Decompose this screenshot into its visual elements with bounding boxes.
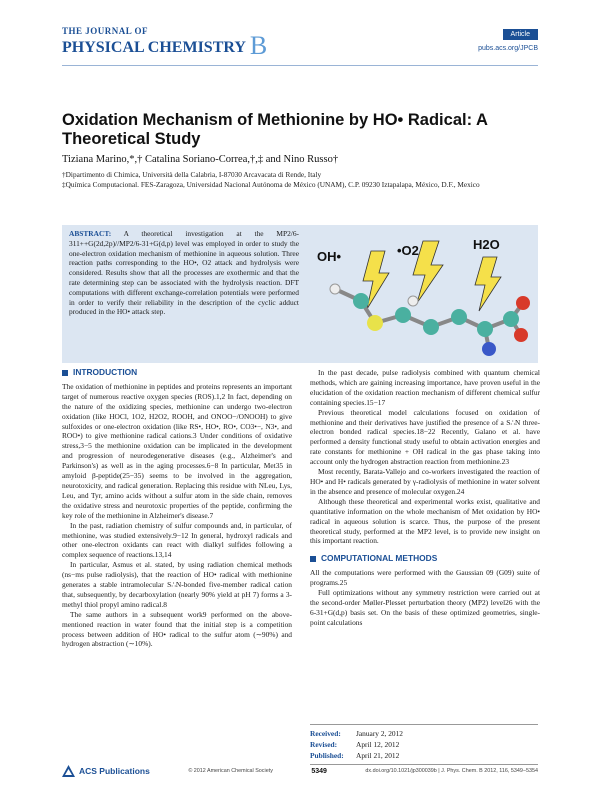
- affiliation-2: ‡Química Computacional. FES-Zaragoza, Universidad Nacional Autónoma de México (UNAM), C.P. 09230 Iztapalapa, México, D.F., Mexico: [62, 179, 480, 189]
- date-revised: Revised: April 12, 2012: [310, 740, 400, 749]
- journal-section-letter: B: [249, 31, 268, 60]
- toc-label-h2o: H2O: [473, 237, 500, 252]
- paragraph: In the past, radiation chemistry of sulfur compounds and, in particular, of methionine, was studied extensively.9−12 In general, hydroxyl radicals and other one-electron oxidants can react with dialkyl sulfides following a complex sequence of reactions.13,14: [62, 520, 292, 560]
- carbon-atom: [503, 311, 519, 327]
- publication-dates: [310, 724, 538, 765]
- abstract-label: ABSTRACT:: [69, 229, 112, 238]
- section-heading-text: COMPUTATIONAL METHODS: [321, 553, 438, 564]
- page-footer: [62, 765, 538, 777]
- section-heading-computational-methods: [310, 554, 540, 564]
- paragraph: In particular, Asmus et al. stated, by using radiation chemical methods (ns−ms pulse radiolysis), that the reaction of HO• radical with methionine generates a stable intramolecular S∴N-bonded five-member radical cation that, subsequently, by decarboxylation (nearly 90% yield at pH 7) forms a 3-methyl thiol propyl amino radical.8: [62, 560, 292, 609]
- journal-name-line1: THE JOURNAL OF: [62, 26, 149, 36]
- lightning-bolt-icon: [475, 257, 501, 311]
- date-published: Published: April 21, 2012: [310, 751, 400, 760]
- sulfur-atom: [367, 315, 383, 331]
- publisher-name: ACS Publications: [79, 766, 150, 776]
- paragraph: All the computations were performed with the Gaussian 09 (G09) suite of programs.25: [310, 568, 540, 588]
- paragraph: The oxidation of methionine in peptides and proteins represents an important target of numerous reactive oxygen species (ROS).1,2 In fact, depending on the nature of the oxidizing species, methionine can undergo two-electron oxidation (like HOCl, 1O2, H2O2, ROOH, and ONOO−/ONOOH) to give sulfoxides or one-electron oxidation (like RS•, HO•, RO•, CO3•−, N3•, and ROO•) to give methionine radical cations.3 Under conditions of oxidative stress,3−5 the methionine oxidation can be implicated in the development and progression of neurodegenerative diseases (e.g., Alzheimer's and Parkinson's) as well as in the aging processes.6−8 In particular, Met35 in amyloid β-peptide(25−35) seems to be involved in the aggregation, neurotoxicity, and radical generation. Replacing this residue with NLeu, Lys, Leu, and Tyr, amino acids without a sulfur atom in the side chain, removes the oxidative stress and neurotoxic properties of the peptide, confirming the key role of the methionine in Alzheimer's disease.7: [62, 381, 292, 520]
- paragraph: Most recently, Barata-Vallejo and co-workers investigated the reaction of HO• and H• radicals generated by γ-radiolysis of methionine in water solvent in the absence and presence of molecular oxygen.24: [310, 467, 540, 496]
- nitrogen-atom: [482, 342, 496, 356]
- affiliations: [62, 170, 542, 189]
- paragraph: Full optimizations without any symmetry restriction were carried out at the second-order Møller-Plesset perturbation theory (MP2) level26 with the 6-31+G(d,p) basis set. On the basis of these optimized geometries, single-point calculations: [310, 588, 540, 627]
- carbon-atom: [353, 293, 369, 309]
- abstract: [69, 229, 299, 317]
- carbon-atom: [423, 319, 439, 335]
- acs-logo: [62, 765, 150, 777]
- right-column: [310, 368, 540, 628]
- journal-logo: [62, 26, 268, 60]
- section-square-icon: [62, 370, 68, 376]
- doi-citation[interactable]: dx.doi.org/10.1021/jp300039b | J. Phys. Chem. B 2012, 116, 5349−5354: [365, 768, 538, 774]
- acs-logo-icon: [62, 765, 75, 777]
- abstract-body: A theoretical investigation at the MP2/6-311++G(2d,2p)//MP2/6-31+G(d,p) level was employed in order to study the one-electron oxidation mechanism of methionine in aqueous solution. Three reaction paths corresponding to the HO•, O2 attack and hydrolysis were considered. Results show that all the processes are exothermic and that the rate determining step can be associated with the hydrolysis reaction. DFT computations with different exchange-correlation potentials were performed in order to verify their reliability in the description of the cyclic adduct produced in the HO• attack step.: [69, 229, 299, 317]
- toc-label-oh: OH•: [317, 249, 342, 264]
- author-list: Tiziana Marino,*,† Catalina Soriano-Correa,†,‡ and Nino Russo†: [62, 154, 339, 165]
- toc-label-o2: •O2: [397, 243, 419, 258]
- page-number: 5349: [311, 767, 327, 775]
- paragraph: Previous theoretical model calculations focused on oxidation of methionine and their derivatives have justified the presence of a S∴N three-electron bonded radical species.18−22 Recently, Galano et al. have performed a density functional study useful to obtain activation energies and rate constants for methionine + OH radical in the gas phase taking into account only the hydrogen abstraction reaction from methionine.23: [310, 407, 540, 467]
- journal-url[interactable]: pubs.acs.org/JPCB: [478, 45, 538, 52]
- article-title: Oxidation Mechanism of Methionine by HO• Radical: A Theoretical Study: [62, 111, 488, 148]
- copyright: © 2012 American Chemical Society: [188, 768, 273, 774]
- section-heading-text: INTRODUCTION: [73, 367, 138, 377]
- affiliation-1: †Dipartimento di Chimica, Università della Calabria, I-87030 Arcavacata di Rende, Italy: [62, 170, 322, 179]
- hydrogen-atom: [330, 284, 340, 294]
- section-square-icon: [310, 556, 316, 562]
- paragraph: In the past decade, pulse radiolysis combined with quantum chemical methods, which are gaining increasing importance, have proven useful in the elucidation of the oxidation reaction mechanism of different chemical sulfur containing species.15−17: [310, 368, 540, 407]
- paragraph: Although these theoretical and experimental works exist, qualitative and quantitative information on the whole mechanism of Met oxidation by HO• radical in aqueous solution is scarce. Thus, the purpose of the present theoretical study, performed at the MP2 level, is to provide new insight on this important reaction.: [310, 496, 540, 546]
- carbon-atom: [477, 321, 493, 337]
- left-column: [62, 368, 292, 649]
- carbon-atom: [451, 309, 467, 325]
- header-divider: [62, 65, 538, 66]
- journal-name-main: PHYSICAL CHEMISTRY: [62, 39, 246, 56]
- section-heading-introduction: [62, 368, 292, 378]
- oxygen-atom: [514, 328, 528, 342]
- article-type-badge: Article: [503, 29, 538, 40]
- paragraph: The same authors in a subsequent work9 performed on the above-mentioned reaction in water found that the initial step is a competition process between addition of HO• radical to the sulfur atom (∼90%) and hydrogen abstraction (∼10%).: [62, 609, 292, 649]
- date-received: Received: January 2, 2012: [310, 729, 404, 738]
- oxygen-atom: [516, 296, 530, 310]
- carbon-atom: [395, 307, 411, 323]
- hydrogen-atom: [408, 296, 418, 306]
- toc-graphic: [313, 231, 533, 359]
